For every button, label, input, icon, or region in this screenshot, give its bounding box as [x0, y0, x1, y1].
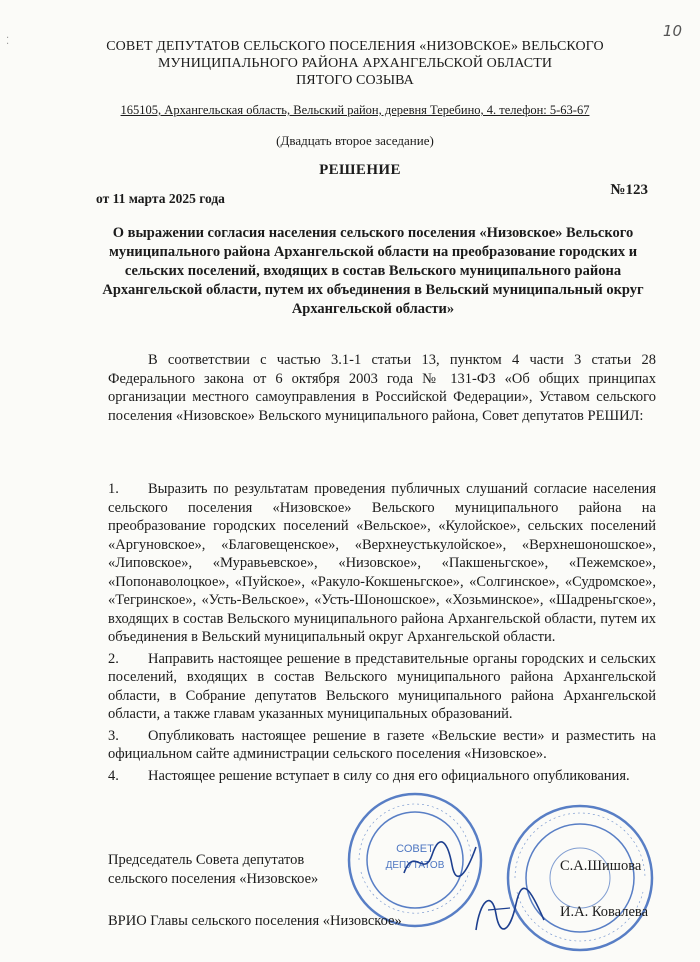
item-text: Настоящее решение вступает в силу со дня его официального опубликования.: [148, 767, 630, 784]
item-number: 3.: [108, 727, 119, 744]
item-text: Направить настоящее решение в представительные органы городских и сельских поселений, входящих в состав Вельского муниципального района Архангельской области, в Собрание депутатов Вельского муниципального района Архангельской области, а также главам указанных муниципальных образований.: [108, 650, 656, 722]
address-text: 165105, Архангельская область, Вельский район, деревня Теребино, 4. телефон: 5-63-67: [120, 103, 590, 117]
svg-text:СОВЕТ: СОВЕТ: [396, 843, 434, 855]
chair-title-line-1: Председатель Совета депутатов: [108, 852, 305, 868]
header-line-2: МУНИЦИПАЛЬНОГО РАЙОНА АРХАНГЕЛЬСКОЙ ОБЛАСТИ: [157, 56, 553, 71]
item-number: 2.: [108, 650, 119, 667]
document-date: от 11 марта 2025 года: [96, 191, 225, 206]
item-number: 4.: [108, 767, 119, 784]
svg-text:ДЕПУТАТОВ: ДЕПУТАТОВ: [385, 860, 445, 871]
header-line-3: ПЯТОГО СОЗЫВА: [296, 73, 414, 88]
decision-item: [108, 650, 656, 724]
document-number: №123: [610, 182, 648, 198]
decision-subject: О выражении согласия населения сельского поселения «Низовское» Вельского муниципального района Архангельской области на преобразование городских и сельских поселений, входящих в состав Вельского муниципального района Архангельской области, путем их объединения в Вельский муниципальный округ Архангельской области»: [102, 225, 644, 317]
page-number: 10: [662, 22, 682, 40]
header-line-1: СОВЕТ ДЕПУТАТОВ СЕЛЬСКОГО ПОСЕЛЕНИЯ «НИЗОВСКОЕ» ВЕЛЬСКОГО: [106, 39, 604, 54]
chair-name: С.А.Шишова: [560, 858, 642, 874]
document-title: РЕШЕНИЕ: [319, 162, 401, 178]
document-header: [60, 38, 650, 89]
acting-head-title: ВРИО Главы сельского поселения «Низовское»: [108, 913, 402, 929]
preamble-paragraph: В соответствии с частью 3.1-1 статьи 13, пунктом 4 части 3 статьи 28 Федерального закона от 6 октября 2003 года № 131-ФЗ «Об общих принципах организации местного самоуправления в Российской Федерации», Уставом сельского поселения «Низовское» Вельского муниципального района, Совет депутатов РЕШИЛ:: [108, 352, 656, 424]
decision-item: [108, 767, 656, 786]
margin-mark: ⁚: [6, 36, 10, 47]
acting-head-name: И.А. Ковалева: [560, 904, 648, 920]
decision-item: [108, 480, 656, 647]
item-text: Выразить по результатам проведения публичных слушаний согласие населения сельского поселения «Низовское» Вельского муниципального района на преобразование городских поселений «Вельское», «Кулойское», сельских поселений «Аргуновское», «Благовещенское», «Верхнеустькулойское», «Верхнешоношское», «Липовское», «Муравьевское», «Низовское», «Пакшеньгское», «Пежемское», «Попонаволоцкое», «Пуйское», «Ракуло-Кокшеньгское», «Солгинское», «Судромское», «Тегринское», «Усть-Вельское», «Усть-Шоношское», «Хозьминское», «Шадреньгское», входящих в состав Вельского муниципального района Архангельской области, путем их объединения в Вельский муниципальный округ Архангельской области.: [108, 481, 656, 645]
chair-title-line-2: сельского поселения «Низовское»: [108, 871, 319, 887]
item-number: 1.: [108, 481, 119, 497]
session-label: (Двадцать второе заседание): [276, 133, 434, 148]
address-line: [60, 103, 650, 118]
decision-items: [108, 480, 656, 788]
chair-signature: [400, 835, 480, 885]
administration-stamp: [505, 800, 655, 955]
decision-item: [108, 727, 656, 764]
item-text: Опубликовать настоящее решение в газете «Вельские вести» и разместить на официальном сайте администрации сельского поселения «Низовское».: [108, 727, 656, 762]
council-stamp: [345, 790, 485, 930]
chair-title: [108, 851, 318, 889]
head-signature: [470, 880, 550, 940]
